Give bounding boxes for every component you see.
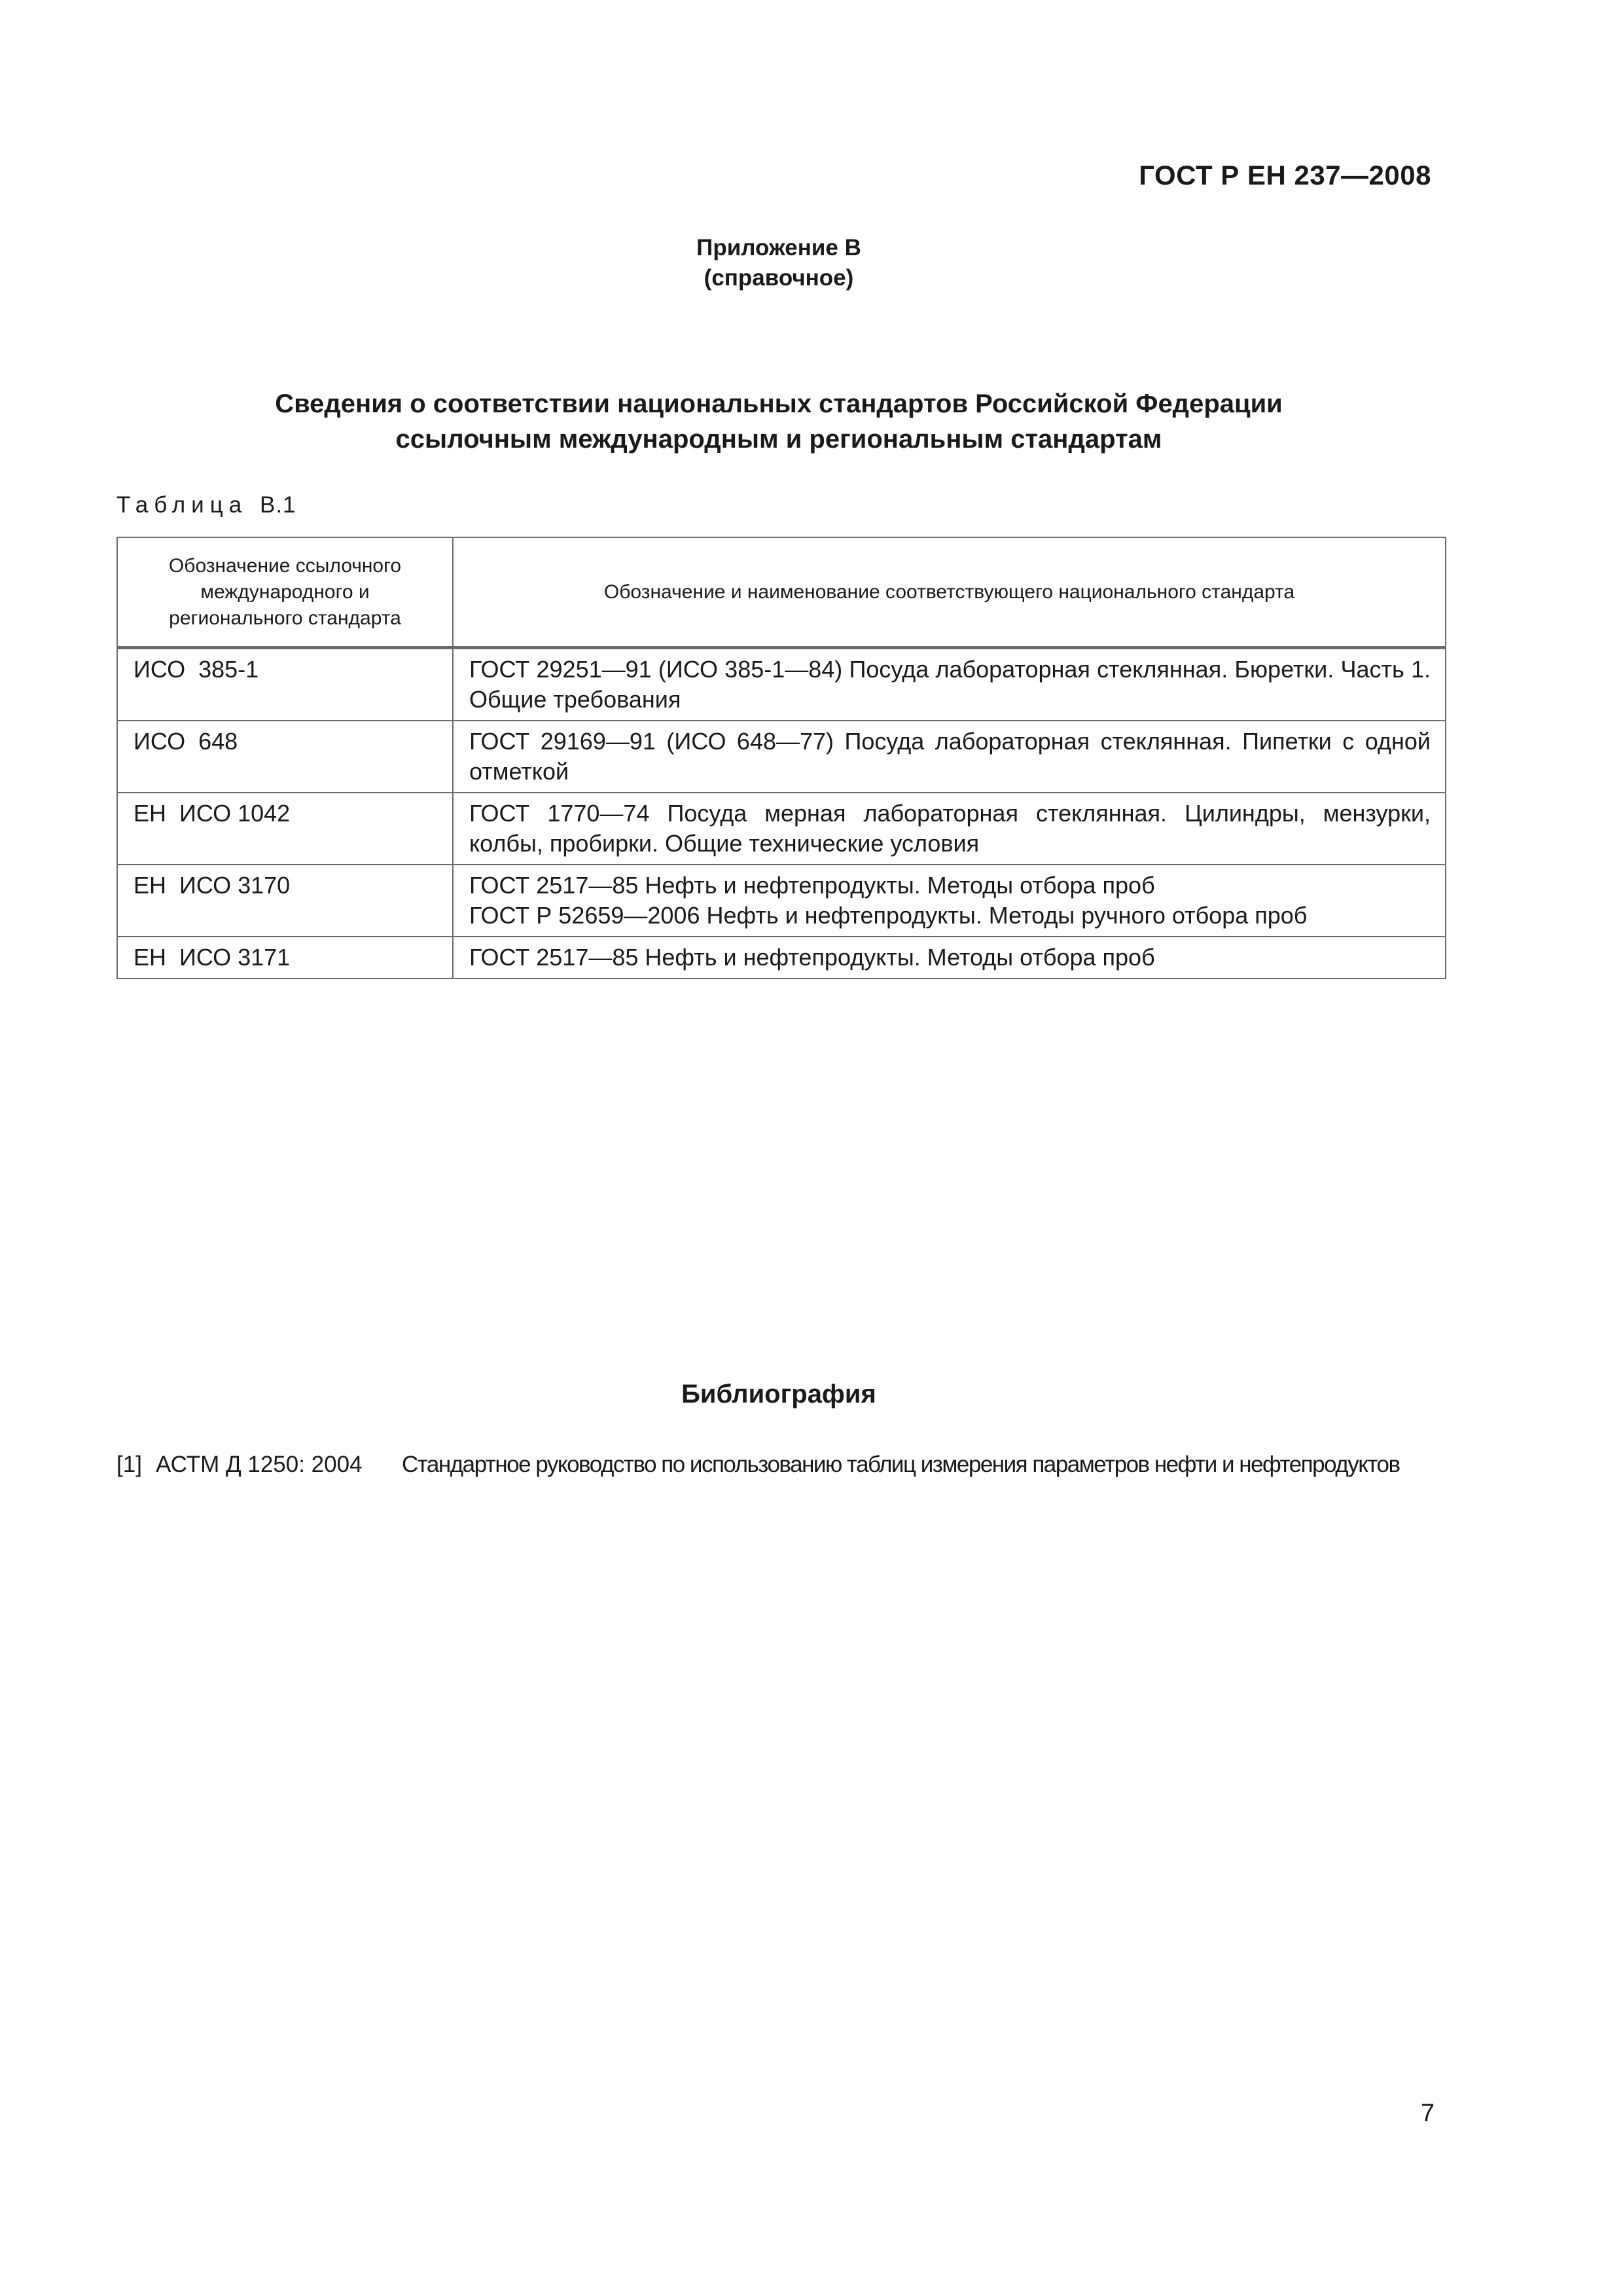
- header-international-standard: Обозначение ссылочного международного и регионального стандарта: [117, 537, 453, 648]
- national-standard-cell: [453, 648, 1446, 721]
- national-standard-cell: [453, 937, 1446, 978]
- national-standard-text: ГОСТ Р 52659—2006 Нефть и нефтепродукты. Методы ручного отбора проб: [469, 902, 1308, 929]
- table-row: [117, 648, 1446, 721]
- table-caption-number: В.1: [259, 492, 296, 518]
- section-title-line-2: ссылочным международным и региональным стандартам: [395, 425, 1162, 454]
- table-row: [117, 793, 1446, 865]
- national-standard-text: ГОСТ 29251—91 (ИСО 385-1—84) Посуда лабораторная стеклянная. Бюретки. Часть 1. Общие требования: [469, 656, 1431, 713]
- international-standard-cell: ЕН ИСО 3170: [117, 865, 453, 937]
- table-row: [117, 937, 1446, 978]
- table-row: [117, 865, 1446, 937]
- bibliography-entry-text: Стандартное руководство по использованию таблиц измерения параметров нефти и нефтепродуктов: [402, 1452, 1400, 1477]
- bibliography-entry-number: [1]: [116, 1452, 142, 1477]
- appendix-heading: [0, 233, 1558, 293]
- national-standard-text: ГОСТ 2517—85 Нефть и нефтепродукты. Методы отбора проб: [469, 944, 1155, 971]
- bibliography-entry: [116, 1449, 1445, 1480]
- header-national-standard: Обозначение и наименование соответствующего национального стандарта: [453, 537, 1446, 648]
- appendix-subtitle: (справочное): [704, 265, 854, 291]
- national-standard-cell: [453, 865, 1446, 937]
- national-standard-text: ГОСТ 2517—85 Нефть и нефтепродукты. Методы отбора проб: [469, 872, 1155, 899]
- table-header-row: [117, 537, 1446, 648]
- national-standard-text: ГОСТ 1770—74 Посуда мерная лабораторная стеклянная. Цилиндры, мензурки, колбы, пробирки. Общие технические условия: [469, 800, 1431, 857]
- table-caption-label: Таблица: [116, 492, 248, 518]
- national-standard-text: ГОСТ 29169—91 (ИСО 648—77) Посуда лабораторная стеклянная. Пипетки с одной отметкой: [469, 728, 1431, 785]
- international-standard-cell: ЕН ИСО 3171: [117, 937, 453, 978]
- table-row: [117, 721, 1446, 793]
- bibliography-entry-reference: АСТМ Д 1250: 2004: [156, 1452, 363, 1477]
- section-title: [0, 386, 1558, 457]
- international-standard-cell: ИСО 385-1: [117, 648, 453, 721]
- national-standard-cell: [453, 793, 1446, 865]
- international-standard-cell: ИСО 648: [117, 721, 453, 793]
- national-standard-cell: [453, 721, 1446, 793]
- appendix-title: Приложение В: [696, 235, 861, 260]
- standards-correspondence-table: [116, 537, 1446, 979]
- section-title-line-1: Сведения о соответствии национальных стандартов Российской Федерации: [275, 389, 1283, 418]
- bibliography-title: Библиография: [681, 1380, 876, 1408]
- international-standard-cell: ЕН ИСО 1042: [117, 793, 453, 865]
- table-caption: [116, 492, 296, 518]
- document-code: ГОСТ Р ЕН 237—2008: [1139, 160, 1431, 190]
- page-number: 7: [1420, 2100, 1435, 2127]
